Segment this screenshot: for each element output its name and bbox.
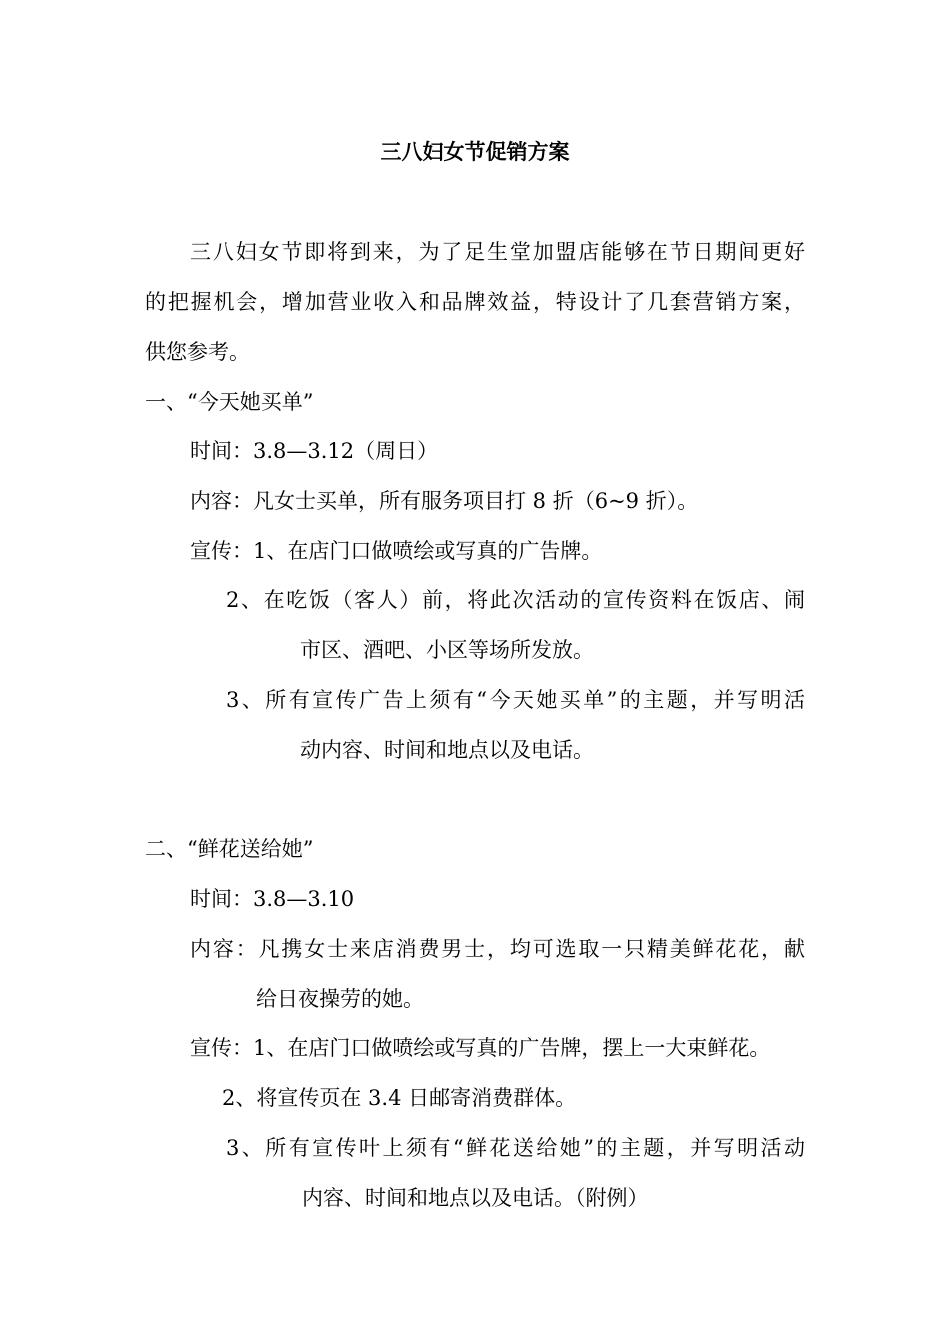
section-2-content-line-2: 给日夜操劳的她。 [256, 987, 424, 1011]
intro-line-3: 供您参考。 [145, 340, 250, 364]
section-2-promo-3-line-2: 内容、时间和地点以及电话。（附例） [302, 1186, 649, 1210]
section-1-heading: 一、“今天她买单” [145, 390, 314, 414]
section-1-promo-1: 宣传：1、在店门口做喷绘或写真的广告牌。 [190, 539, 603, 563]
section-1-promo-2-line-1: 2、在吃饭（客人）前，将此次活动的宣传资料在饭店、闹 [226, 588, 805, 612]
document-title: 三八妇女节促销方案 [380, 139, 570, 164]
section-1-promo-2-line-2: 市区、酒吧、小区等场所发放。 [300, 638, 594, 662]
section-1-promo-3-line-2: 动内容、时间和地点以及电话。 [300, 738, 594, 762]
section-2-heading: 二、“鲜花送给她” [145, 837, 314, 861]
section-1-time: 时间：3.8—3.12（周日） [190, 439, 439, 463]
section-2-time: 时间：3.8—3.10 [190, 887, 355, 911]
intro-line-2: 的把握机会，增加营业收入和品牌效益，特设计了几套营销方案， [145, 290, 805, 314]
section-1-promo-3-line-1: 3、所有宣传广告上须有“今天她买单”的主题，并写明活 [226, 688, 805, 712]
section-2-promo-3-line-1: 3、所有宣传叶上须有“鲜花送给她”的主题，并写明活动 [226, 1136, 805, 1160]
section-1-content: 内容：凡女士买单，所有服务项目打 8 折（6~9 折）。 [190, 489, 699, 513]
intro-line-1: 三八妇女节即将到来，为了足生堂加盟店能够在节日期间更好 [190, 240, 805, 264]
section-2-promo-1: 宣传：1、在店门口做喷绘或写真的广告牌，摆上一大束鲜花。 [190, 1036, 771, 1060]
section-2-content-line-1: 内容：凡携女士来店消费男士，均可选取一只精美鲜花花，献 [190, 937, 805, 961]
section-2-promo-2: 2、将宣传页在 3.4 日邮寄消费群体。 [222, 1086, 577, 1110]
